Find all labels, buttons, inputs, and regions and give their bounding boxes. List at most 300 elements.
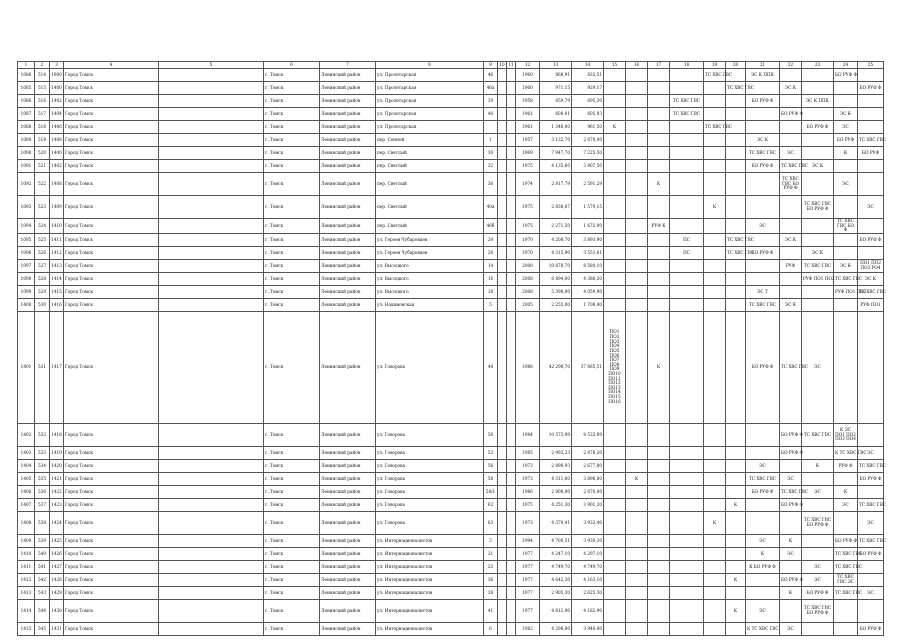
cell-col-2: 522 — [35, 173, 50, 196]
cell-col-1: 1403 — [18, 446, 35, 459]
column-number-11: 11 — [508, 61, 514, 67]
cell-col-5 — [159, 69, 264, 82]
cell-col-2: 536 — [35, 485, 50, 498]
cell-col-6: г. Томск — [264, 259, 320, 272]
cell-col-14: 3 930,30 — [572, 534, 604, 547]
cell-col-18 — [670, 534, 704, 547]
cell-col-2: 516 — [35, 95, 50, 108]
cell-col-21 — [746, 259, 780, 272]
cell-col-11 — [507, 272, 516, 285]
cell-col-17: К — [648, 311, 670, 423]
cell-col-2: 515 — [35, 82, 50, 95]
column-number-10: 10 — [499, 61, 505, 67]
cell-col-19 — [704, 285, 726, 298]
cell-col-13: 4 700,51 — [540, 534, 572, 547]
cell-col-19 — [704, 547, 726, 560]
cell-col-19 — [704, 298, 726, 311]
cell-col-15 — [604, 599, 626, 622]
cell-col-17 — [648, 147, 670, 160]
cell-col-7: Ленинский район — [320, 560, 376, 573]
cell-col-16 — [626, 599, 648, 622]
cell-col-14: 833,51 — [572, 69, 604, 82]
cell-col-24 — [834, 599, 858, 622]
cell-col-7: Ленинский район — [320, 95, 376, 108]
cell-col-13: 3 132,70 — [540, 134, 572, 147]
table-row — [18, 259, 884, 272]
cell-col-13: 4 749,70 — [540, 560, 572, 573]
cell-col-4: Город Томск — [64, 259, 159, 272]
cell-col-4: Город Томск — [64, 108, 159, 121]
cell-col-3: 1420 — [50, 459, 64, 472]
table-row — [18, 459, 884, 472]
cell-col-3: 1400 — [50, 147, 64, 160]
table-row — [18, 108, 884, 121]
cell-col-2: 539 — [35, 534, 50, 547]
cell-col-19 — [704, 147, 726, 160]
cell-col-2: 529 — [35, 285, 50, 298]
cell-col-12: 1982 — [516, 622, 540, 635]
cell-col-6: г. Томск — [264, 82, 320, 95]
cell-col-9: 52 — [484, 446, 498, 459]
cell-col-13: 4 208,70 — [540, 233, 572, 246]
cell-col-7: Ленинский район — [320, 472, 376, 485]
cell-col-21: ЭС К — [746, 134, 780, 147]
cell-col-8: ул. Говорова — [376, 485, 484, 498]
cell-col-18 — [670, 196, 704, 219]
cell-col-24 — [834, 511, 858, 534]
cell-col-2: 530 — [35, 298, 50, 311]
cell-col-18: ПС — [670, 246, 704, 259]
cell-col-23: ЭС — [802, 311, 834, 423]
cell-col-3: 1416 — [50, 298, 64, 311]
cell-col-7: Ленинский район — [320, 511, 376, 534]
cell-col-25 — [858, 121, 884, 134]
cell-col-16 — [626, 259, 648, 272]
cell-col-19 — [704, 272, 726, 285]
cell-col-13: 2 908,00 — [540, 485, 572, 498]
cell-col-25: ЭС — [858, 446, 884, 459]
cell-col-18 — [670, 285, 704, 298]
cell-col-16 — [626, 82, 648, 95]
cell-col-19 — [704, 622, 726, 635]
cell-col-25 — [858, 95, 884, 108]
cell-col-13: 859,79 — [540, 95, 572, 108]
cell-col-6: г. Томск — [264, 311, 320, 423]
cell-col-5 — [159, 160, 264, 173]
cell-col-15 — [604, 108, 626, 121]
cell-col-20 — [726, 173, 746, 196]
cell-col-2: 528 — [35, 272, 50, 285]
cell-col-24: ЭС — [834, 498, 858, 511]
cell-col-22 — [780, 134, 802, 147]
table-row — [18, 69, 884, 82]
cell-col-2: 537 — [35, 498, 50, 511]
cell-col-21: ЭС — [746, 459, 780, 472]
cell-col-25 — [858, 573, 884, 586]
cell-col-11 — [507, 285, 516, 298]
cell-col-22: ТС ХВС ГВС — [780, 485, 802, 498]
cell-col-15 — [604, 573, 626, 586]
table-row — [18, 622, 884, 635]
cell-col-5 — [159, 573, 264, 586]
cell-col-16 — [626, 160, 648, 173]
cell-col-18 — [670, 69, 704, 82]
cell-col-4: Город Томск — [64, 160, 159, 173]
cell-col-13: 2 255,00 — [540, 298, 572, 311]
cell-col-22 — [780, 121, 802, 134]
cell-col-2: 520 — [35, 147, 50, 160]
cell-col-1: 1401 — [18, 311, 35, 423]
cell-col-11 — [507, 459, 516, 472]
cell-col-23: ТС ХВС ГВС БО РУФ Ф — [802, 196, 834, 219]
cell-col-24: БО РУФ — [834, 134, 858, 147]
cell-col-18 — [670, 472, 704, 485]
cell-col-6: г. Томск — [264, 534, 320, 547]
cell-col-13: 10 878,70 — [540, 259, 572, 272]
cell-col-1: 1411 — [18, 560, 35, 573]
cell-col-7: Ленинский район — [320, 285, 376, 298]
cell-col-1: 1409 — [18, 534, 35, 547]
cell-col-13: 4 812,90 — [540, 599, 572, 622]
cell-col-12: 1973 — [516, 472, 540, 485]
cell-col-9: 29 — [484, 95, 498, 108]
cell-col-6: г. Томск — [264, 233, 320, 246]
cell-col-7: Ленинский район — [320, 586, 376, 599]
cell-col-21 — [746, 108, 780, 121]
cell-col-8: ул. Пролетарская — [376, 108, 484, 121]
column-number-18: 18 — [670, 62, 704, 69]
cell-col-3: 1402 — [50, 95, 64, 108]
column-number-5: 5 — [159, 62, 264, 69]
cell-col-19 — [704, 599, 726, 622]
table-row — [18, 95, 884, 108]
cell-col-25 — [858, 423, 884, 446]
cell-col-22 — [780, 599, 802, 622]
cell-col-14: 929,17 — [572, 82, 604, 95]
table-row — [18, 547, 884, 560]
cell-col-23 — [802, 147, 834, 160]
cell-col-12: 1988 — [516, 311, 540, 423]
column-number-22: 22 — [780, 62, 802, 69]
cell-col-23 — [802, 285, 834, 298]
cell-col-25 — [858, 311, 884, 423]
cell-col-15 — [604, 446, 626, 459]
cell-col-3: 1400 — [50, 82, 64, 95]
cell-col-17 — [648, 622, 670, 635]
cell-col-12: 1985 — [516, 446, 540, 459]
column-number-14: 14 — [572, 62, 604, 69]
cell-col-3: 1419 — [50, 446, 64, 459]
cell-col-10 — [498, 134, 507, 147]
cell-col-13: 4 642,30 — [540, 573, 572, 586]
cell-col-8: ул. Интернационалистов — [376, 560, 484, 573]
cell-col-25: БО РУФ — [858, 147, 884, 160]
cell-col-17 — [648, 233, 670, 246]
cell-col-6: г. Томск — [264, 459, 320, 472]
cell-col-2: 517 — [35, 108, 50, 121]
column-number-23: 23 — [802, 62, 834, 69]
column-number-20: 20 — [726, 62, 746, 69]
column-number-4: 4 — [64, 62, 159, 69]
cell-col-14: 1 579,15 — [572, 196, 604, 219]
cell-col-5 — [159, 511, 264, 534]
cell-col-19 — [704, 423, 726, 446]
cell-col-24 — [834, 196, 858, 219]
cell-col-3: 1430 — [50, 599, 64, 622]
cell-col-21 — [746, 272, 780, 285]
cell-col-14: 3 553,81 — [572, 246, 604, 259]
cell-col-22: ТС ХВС ГВС БО РУФ Ф — [780, 173, 802, 196]
cell-col-1: 1096 — [18, 246, 35, 259]
cell-col-11 — [507, 472, 516, 485]
cell-col-6: г. Томск — [264, 134, 320, 147]
cell-col-24: ТС ХВС ГВС — [834, 560, 858, 573]
cell-col-16 — [626, 446, 648, 459]
cell-col-16 — [626, 547, 648, 560]
housing-register-table — [17, 61, 884, 636]
cell-col-3: 1404 — [50, 108, 64, 121]
cell-col-1: 1407 — [18, 498, 35, 511]
cell-col-17 — [648, 196, 670, 219]
cell-col-4: Город Томск — [64, 511, 159, 534]
cell-col-21: ЭС Т — [746, 285, 780, 298]
cell-col-19 — [704, 160, 726, 173]
cell-col-21 — [746, 586, 780, 599]
column-number-2: 2 — [35, 62, 50, 69]
cell-col-2: 538 — [35, 511, 50, 534]
cell-col-13: 971,15 — [540, 82, 572, 95]
cell-col-5 — [159, 285, 264, 298]
cell-col-13: 6 894,00 — [540, 272, 572, 285]
cell-col-4: Город Томск — [64, 219, 159, 234]
table-row — [18, 160, 884, 173]
cell-col-18 — [670, 573, 704, 586]
cell-col-14: 4 386,20 — [572, 272, 604, 285]
cell-col-12: 1975 — [516, 196, 540, 219]
cell-col-8: ул. Говорова — [376, 472, 484, 485]
cell-col-3: 1417 — [50, 311, 64, 423]
table-row — [18, 498, 884, 511]
cell-col-15 — [604, 160, 626, 173]
cell-col-4: Город Томск — [64, 95, 159, 108]
cell-col-10 — [498, 95, 507, 108]
column-number-17: 17 — [648, 62, 670, 69]
cell-col-12: 1977 — [516, 547, 540, 560]
cell-col-24: ЭС — [834, 173, 858, 196]
cell-col-10 — [498, 423, 507, 446]
cell-col-10 — [498, 233, 507, 246]
cell-col-10 — [498, 160, 507, 173]
table-row — [18, 233, 884, 246]
cell-col-16 — [626, 95, 648, 108]
cell-col-14: 4 749,70 — [572, 560, 604, 573]
cell-col-4: Город Томск — [64, 233, 159, 246]
cell-col-17 — [648, 472, 670, 485]
cell-col-8: ул. Говорова — [376, 446, 484, 459]
cell-col-16 — [626, 134, 648, 147]
cell-col-16 — [626, 246, 648, 259]
cell-col-14: 3 901,20 — [572, 498, 604, 511]
cell-col-1: 1094 — [18, 219, 35, 234]
cell-col-22: ЭС — [780, 147, 802, 160]
cell-col-11 — [507, 246, 516, 259]
cell-col-10 — [498, 82, 507, 95]
cell-col-19 — [704, 586, 726, 599]
cell-col-24 — [834, 233, 858, 246]
cell-col-20 — [726, 160, 746, 173]
cell-col-17 — [648, 246, 670, 259]
cell-col-20 — [726, 134, 746, 147]
cell-col-4: Город Томск — [64, 472, 159, 485]
cell-col-22 — [780, 285, 802, 298]
cell-col-25 — [858, 485, 884, 498]
cell-col-25: БО РУФ Ф — [858, 547, 884, 560]
cell-col-1: 1402 — [18, 423, 35, 446]
cell-col-13: 2 890,93 — [540, 459, 572, 472]
table-row — [18, 298, 884, 311]
cell-col-14: 7 225,50 — [572, 147, 604, 160]
cell-col-23 — [802, 219, 834, 234]
cell-col-21 — [746, 446, 780, 459]
cell-col-15 — [604, 423, 626, 446]
cell-col-10 — [498, 246, 507, 259]
cell-col-7: Ленинский район — [320, 219, 376, 234]
cell-col-18: ПС — [670, 233, 704, 246]
cell-col-5 — [159, 259, 264, 272]
cell-col-25: ЭС К — [858, 272, 884, 285]
cell-col-16 — [626, 586, 648, 599]
cell-col-24: ЭС К — [834, 259, 858, 272]
cell-col-10 — [498, 586, 507, 599]
cell-col-5 — [159, 108, 264, 121]
cell-col-12: 1970 — [516, 246, 540, 259]
cell-col-10 — [498, 311, 507, 423]
cell-col-16 — [626, 69, 648, 82]
cell-col-17 — [648, 95, 670, 108]
cell-col-8: ул. Высоцкого — [376, 285, 484, 298]
table-row — [18, 573, 884, 586]
cell-col-25 — [858, 173, 884, 196]
cell-col-17 — [648, 134, 670, 147]
cell-col-4: Город Томск — [64, 121, 159, 134]
cell-col-18 — [670, 485, 704, 498]
cell-col-3: 1414 — [50, 272, 64, 285]
cell-col-10 — [498, 599, 507, 622]
cell-col-11 — [507, 498, 516, 511]
cell-col-24 — [834, 311, 858, 423]
cell-col-25: ТС ХВС ГВС — [858, 459, 884, 472]
table-row — [18, 485, 884, 498]
cell-col-20 — [726, 534, 746, 547]
cell-col-6: г. Томск — [264, 69, 320, 82]
cell-col-5 — [159, 534, 264, 547]
cell-col-21 — [746, 511, 780, 534]
table-row — [18, 586, 884, 599]
cell-col-21: ЭС — [746, 599, 780, 622]
cell-col-18 — [670, 121, 704, 134]
cell-col-25 — [858, 599, 884, 622]
cell-col-12: 1960 — [516, 82, 540, 95]
cell-col-1: 1093 — [18, 196, 35, 219]
cell-col-17 — [648, 272, 670, 285]
cell-col-20 — [726, 108, 746, 121]
cell-col-21: ТС ХВС ГВС — [746, 298, 780, 311]
cell-col-19 — [704, 459, 726, 472]
cell-col-21: К ТС ХВС ГВС — [746, 622, 780, 635]
cell-col-6: г. Томск — [264, 196, 320, 219]
cell-col-14: 2 876,20 — [572, 446, 604, 459]
cell-col-18 — [670, 586, 704, 599]
cell-col-10 — [498, 534, 507, 547]
cell-col-20 — [726, 147, 746, 160]
cell-col-1: 1404 — [18, 459, 35, 472]
cell-col-14: 2 670,00 — [572, 134, 604, 147]
cell-col-4: Город Томск — [64, 573, 159, 586]
cell-col-23: БО РУФ Ф — [802, 586, 834, 599]
cell-col-18 — [670, 259, 704, 272]
cell-col-20: ТС ХВС ГВС — [726, 233, 746, 246]
cell-col-21 — [746, 121, 780, 134]
table-body — [18, 69, 884, 636]
cell-col-17: РУФ К — [648, 219, 670, 234]
cell-col-7: Ленинский район — [320, 147, 376, 160]
cell-col-9: 26 — [484, 246, 498, 259]
cell-col-18 — [670, 423, 704, 446]
cell-col-8: ул. Нахимовская — [376, 298, 484, 311]
cell-col-2: 525 — [35, 233, 50, 246]
cell-col-18 — [670, 82, 704, 95]
cell-col-10 — [498, 147, 507, 160]
cell-col-16 — [626, 147, 648, 160]
cell-col-23 — [802, 534, 834, 547]
cell-col-24: ЭС — [834, 121, 858, 134]
cell-col-5 — [159, 233, 264, 246]
cell-col-23 — [802, 233, 834, 246]
cell-col-11 — [507, 446, 516, 459]
cell-col-20 — [726, 423, 746, 446]
cell-col-3: 1421 — [50, 472, 64, 485]
cell-col-18 — [670, 446, 704, 459]
cell-col-20 — [726, 586, 746, 599]
cell-col-8: пер. Светлый — [376, 160, 484, 173]
cell-col-18 — [670, 134, 704, 147]
cell-col-9: 24 — [484, 233, 498, 246]
cell-col-3: 1408 — [50, 134, 64, 147]
cell-col-18 — [670, 173, 704, 196]
cell-col-1: 1086 — [18, 95, 35, 108]
cell-col-15 — [604, 485, 626, 498]
cell-col-12: 1961 — [516, 121, 540, 134]
cell-col-7: Ленинский район — [320, 534, 376, 547]
cell-col-11 — [507, 82, 516, 95]
cell-col-10 — [498, 547, 507, 560]
cell-col-7: Ленинский район — [320, 246, 376, 259]
cell-col-22: ЭС — [780, 472, 802, 485]
cell-col-21: БО РУФ Ф — [746, 160, 780, 173]
cell-col-6: г. Томск — [264, 485, 320, 498]
cell-col-15 — [604, 219, 626, 234]
cell-col-12: 2008 — [516, 259, 540, 272]
cell-col-6: г. Томск — [264, 298, 320, 311]
cell-col-19: К — [704, 511, 726, 534]
cell-col-24 — [834, 246, 858, 259]
cell-col-16: К — [626, 472, 648, 485]
cell-col-10 — [498, 485, 507, 498]
cell-col-12: 2008 — [516, 285, 540, 298]
cell-col-15: К — [604, 121, 626, 134]
cell-col-3: 1431 — [50, 622, 64, 635]
cell-col-6: г. Томск — [264, 560, 320, 573]
